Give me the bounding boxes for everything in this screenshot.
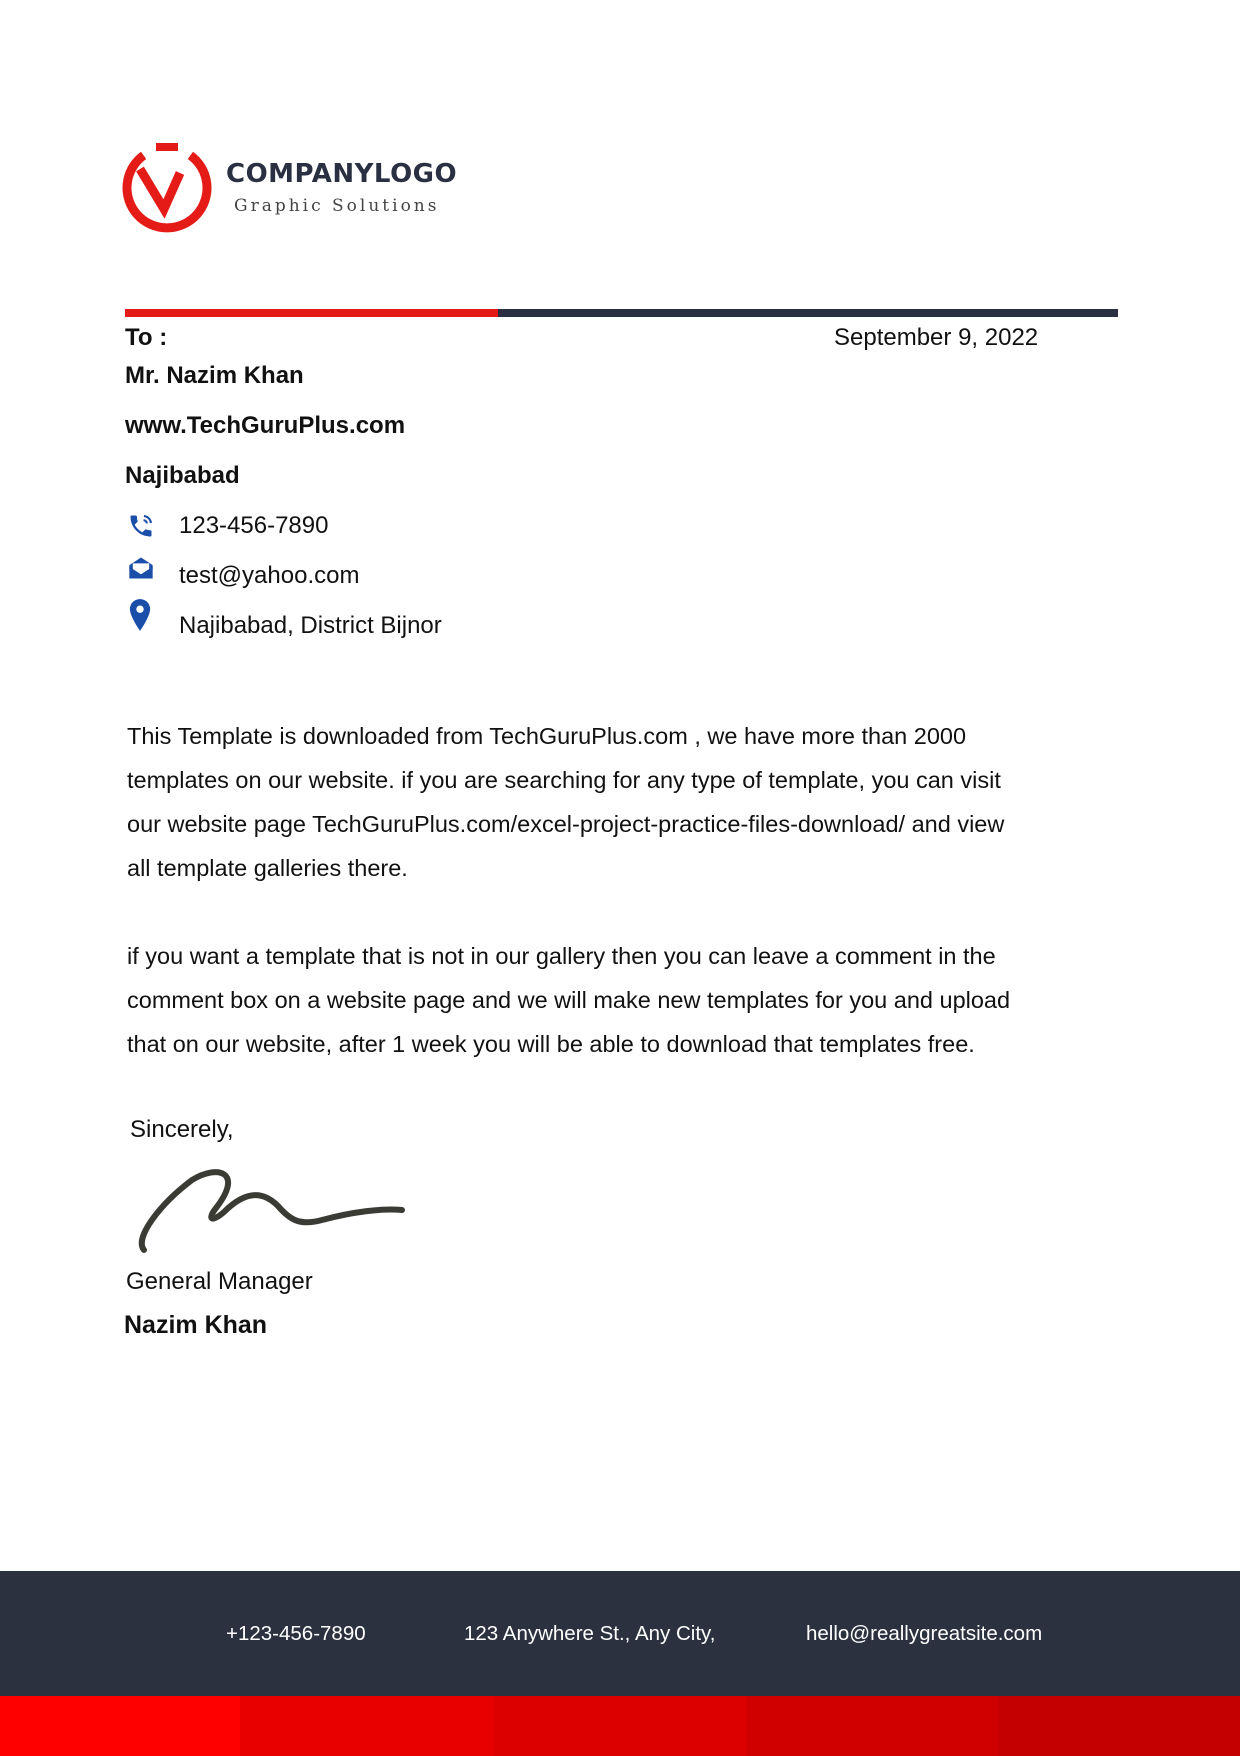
phone-icon — [127, 512, 155, 540]
footer-stripe-segment — [494, 1696, 746, 1756]
footer-email: hello@reallygreatsite.com — [806, 1622, 1043, 1645]
paragraph-line: This Template is downloaded from TechGuruPlus.com , we have more than 2000 — [127, 723, 967, 749]
paragraph-line: that on our website, after 1 week you will be able to download that templates free. — [127, 1031, 975, 1057]
location-pin-icon — [127, 598, 153, 632]
recipient-city: Najibabad — [125, 462, 240, 489]
footer-stripe-segment — [746, 1696, 998, 1756]
recipient-name: Mr. Nazim Khan — [125, 362, 304, 389]
handwritten-signature — [132, 1158, 412, 1258]
body-paragraph-2 — [127, 934, 1087, 1066]
letter-date: September 9, 2022 — [834, 324, 1039, 351]
footer-stripe-segment — [240, 1696, 494, 1756]
header-rule-dark — [498, 309, 1118, 317]
footer-stripe-segment — [0, 1696, 240, 1756]
paragraph-line: comment box on a website page and we will make new templates for you and upload — [127, 987, 1011, 1013]
footer-address: 123 Anywhere St., Any City, — [464, 1622, 716, 1645]
body-paragraph-1 — [127, 714, 1087, 890]
header-rule-red — [125, 309, 498, 317]
company-logo-mark-icon — [122, 143, 212, 233]
paragraph-line: if you want a template that is not in our gallery then you can leave a comment in the — [127, 943, 996, 969]
contact-phone: 123-456-7890 — [179, 512, 329, 539]
to-label: To : — [125, 324, 168, 351]
mail-icon — [127, 554, 155, 582]
paragraph-line: our website page TechGuruPlus.com/excel-project-practice-files-download/ and view — [127, 811, 1005, 837]
footer-stripe-segment — [998, 1696, 1240, 1756]
company-logo-title: COMPANYLOGO — [226, 159, 458, 189]
contact-email: test@yahoo.com — [179, 562, 360, 589]
contact-address: Najibabad, District Bijnor — [179, 612, 442, 639]
signoff: Sincerely, — [130, 1116, 234, 1143]
footer-phone: +123-456-7890 — [226, 1622, 366, 1645]
paragraph-line: all template galleries there. — [127, 855, 408, 881]
company-logo-subtitle: Graphic Solutions — [234, 196, 440, 216]
signatory-name: Nazim Khan — [124, 1311, 268, 1339]
recipient-website: www.TechGuruPlus.com — [125, 412, 406, 439]
signatory-title: General Manager — [126, 1268, 313, 1295]
paragraph-line: templates on our website. if you are searching for any type of template, you can visit — [127, 767, 1001, 793]
